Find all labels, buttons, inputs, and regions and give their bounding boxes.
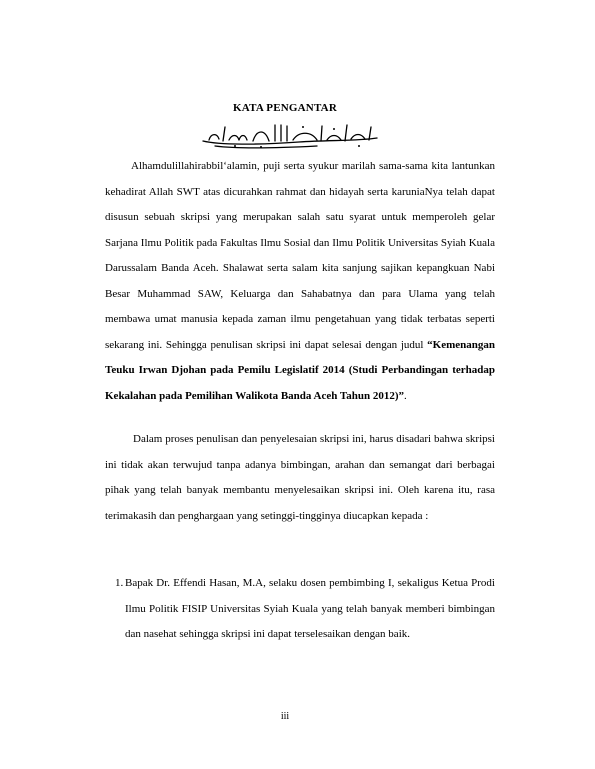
basmalah-calligraphy-image: [199, 119, 381, 149]
basmalah-calligraphy: [199, 119, 381, 149]
list-item-text: Bapak Dr. Effendi Hasan, M.A, selaku dosen pembimbing I, sekaligus Ketua Prodi Ilmu Politik FISIP Universitas Syiah Kuala yang telah banyak memberi bimbingan dan nasehat sehingga skripsi ini dapat terselesaikan dengan baik.: [125, 577, 495, 640]
page-number: iii: [280, 711, 290, 722]
paragraph-opening: [105, 154, 495, 409]
page-title: KATA PENGANTAR: [233, 102, 337, 114]
paragraph-opening-end: .: [404, 389, 407, 402]
list-item: [105, 571, 495, 648]
paragraph-acknowledgement: Dalam proses penulisan dan penyelesaian skripsi ini, harus disadari bahwa skripsi ini tidak akan terwujud tanpa adanya bimbingan, arahan dan semangat dari berbagai pihak yang telah banyak membantu menyelesaikan skripsi ini. Oleh karena itu, rasa terimakasih dan penghargaan yang setinggi-tingginya diucapkan kepada :: [105, 433, 495, 522]
paragraph-opening-text: Alhamdulillahirabbil‘alamin, puji serta syukur marilah sama-sama kita lantunkan kehadirat Allah SWT atas dicurahkan rahmat dan hidayah serta karuniaNya telah dapat disusun sebuah skripsi yang merupakan salah satu syarat untuk memperoleh gelar Sarjana Ilmu Politik pada Fakultas Ilmu Sosial dan Ilmu Politik Universitas Syiah Kuala Darussalam Banda Aceh. Shalawat serta salam kita sanjung sajikan kepangkuan Nabi Besar Muhammad SAW, Keluarga dan Sahabatnya dan para Ulama yang telah membawa umat manusia kepada zaman ilmu pengetahuan yang tidak terbatas seperti sekarang ini. Sehingga penulisan skripsi ini dapat selesai dengan judul: [105, 160, 495, 351]
list-item-number: 1.: [115, 577, 124, 589]
thesis-title: “Kemenangan Teuku Irwan Djohan pada Pemilu Legislatif 2014 (Studi Perbandingan terhadap Kekalahan pada Pemilihan Walikota Banda Aceh Tahun 2012)”: [105, 338, 495, 402]
